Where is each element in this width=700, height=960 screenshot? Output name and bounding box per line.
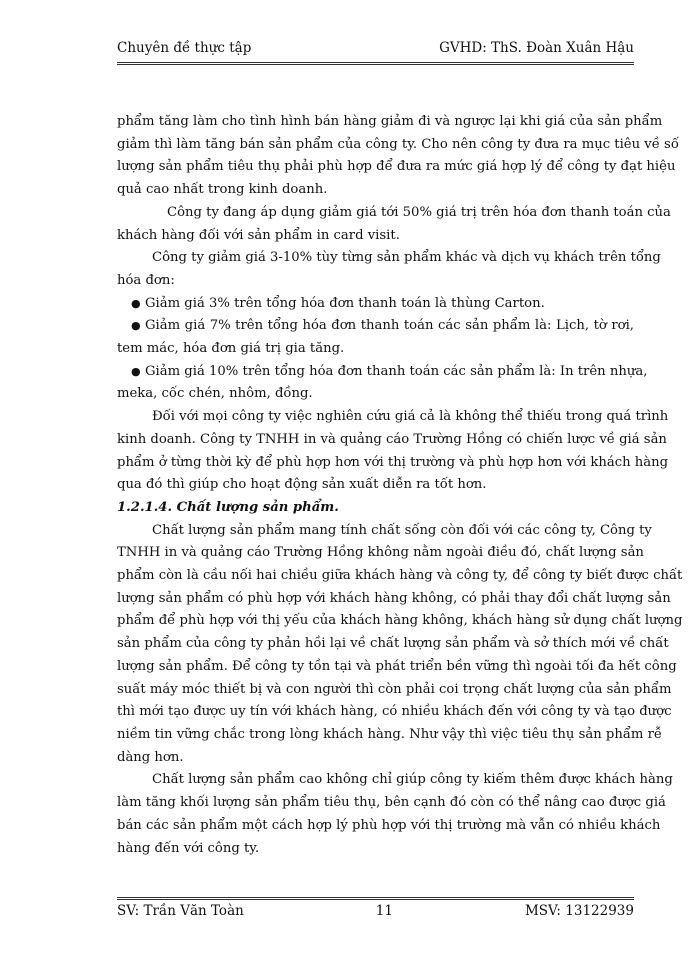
paragraph-quality-benefits: Chất lượng sản phẩm cao không chỉ giúp công ty kiếm thêm được khách hàng làm tăng khối lượng sản phẩm tiêu thụ, bên cạnh đó còn có thể nâng cao được giá bán các sản phẩm một cách hợp lý phù hợp với thị trường mà vẫn có nhiều khách hàng đến với công ty. — [117, 772, 673, 856]
page-footer — [117, 903, 634, 919]
section-heading: 1.2.1.4. Chất lượng sản phẩm. — [117, 499, 339, 515]
footer-student-name: SV: Trần Văn Toàn — [117, 903, 244, 919]
header-advisor: GVHD: ThS. Đoàn Xuân Hậu — [439, 40, 634, 56]
footer-divider — [117, 897, 634, 900]
page-number: 11 — [375, 903, 393, 919]
bullet-icon: ● — [131, 364, 141, 378]
paragraph-pricing-strategy: Đối với mọi công ty việc nghiên cứu giá cả là không thể thiếu trong quá trình kinh doanh. Công ty TNHH in và quảng cáo Trường Hồng có chiến lược về giá sản phẩm ở từng thời kỳ để phù hợp hơn với thị trường và phù hợp hơn với khách hàng qua đó thì giúp cho hoạt động sản xuất diễn ra tốt hơn. — [117, 409, 669, 493]
bullet-icon: ● — [131, 296, 141, 310]
bullet-item-plastic: ● Giảm giá 10% trên tổng hóa đơn thanh toán các sản phẩm là: In trên nhựa, meka, cốc chén, nhôm, đồng. — [117, 361, 634, 406]
document-body — [117, 111, 683, 860]
paragraph-discount-card: Công ty đang áp dụng giảm giá tới 50% giá trị trên hóa đơn thanh toán của khách hàng đối với sản phẩm in card visit. — [117, 204, 671, 243]
bullet-icon: ● — [131, 319, 141, 333]
paragraph-quality-importance: Chất lượng sản phẩm mang tính chất sống còn đối với các công ty, Công ty TNHH in và quảng cáo Trường Hồng không nằm ngoài điều đó, chất lượng sản phẩm còn là cầu nối hai chiều giữa khách hàng và công ty, để công ty biết được chất lượng sản phẩm có phù hợp với khách hàng không, có phải thay đổi chất lượng sản phẩm để phù hợp với thị yếu của khách hàng không, khách hàng sử dụng chất lượng sản phẩm của công ty phản hồi lại về chất lượng sản phẩm và sở thích mới về chất lượng sản phẩm. Để công ty tồn tại và phát triển bền vững thì ngoài tối đa hết công suất máy móc thiết bị và con người thì còn phải coi trọng chất lượng của sản phẩm thì mới tạo được uy tín với khách hàng, có nhiều khách đến với công ty và tạo được niềm tin vững chắc trong lòng khách hàng. Như vậy thì việc tiêu thụ sản phẩm rễ dàng hơn. — [117, 522, 683, 765]
paragraph-pricing-intro: phẩm tăng làm cho tình hình bán hàng giảm đi và ngược lại khi giá của sản phẩm giảm thì làm tăng bán sản phẩm của công ty. Cho nên công ty đưa ra mục tiêu về số lượng sản phẩm tiêu thụ phải phù hợp để đưa ra mức giá hợp lý để công ty đạt hiệu quả cao nhất trong kinh doanh. — [117, 114, 679, 198]
bullet-item-carton: ● Giảm giá 3% trên tổng hóa đơn thanh toán là thùng Carton. — [117, 293, 634, 316]
paragraph-discount-range: Công ty giảm giá 3-10% tùy từng sản phẩm khác và dịch vụ khách trên tổng hóa đơn: — [117, 250, 661, 288]
bullet-item-calendar: ● Giảm giá 7% trên tổng hóa đơn thanh toán các sản phẩm là: Lịch, tờ rơi, tem mác, hóa đơn giá trị gia tăng. — [117, 315, 634, 360]
footer-student-id: MSV: 13122939 — [524, 903, 634, 919]
header-title: Chuyên đề thực tập — [117, 40, 252, 56]
header-divider — [117, 62, 634, 65]
page-header — [117, 40, 634, 56]
